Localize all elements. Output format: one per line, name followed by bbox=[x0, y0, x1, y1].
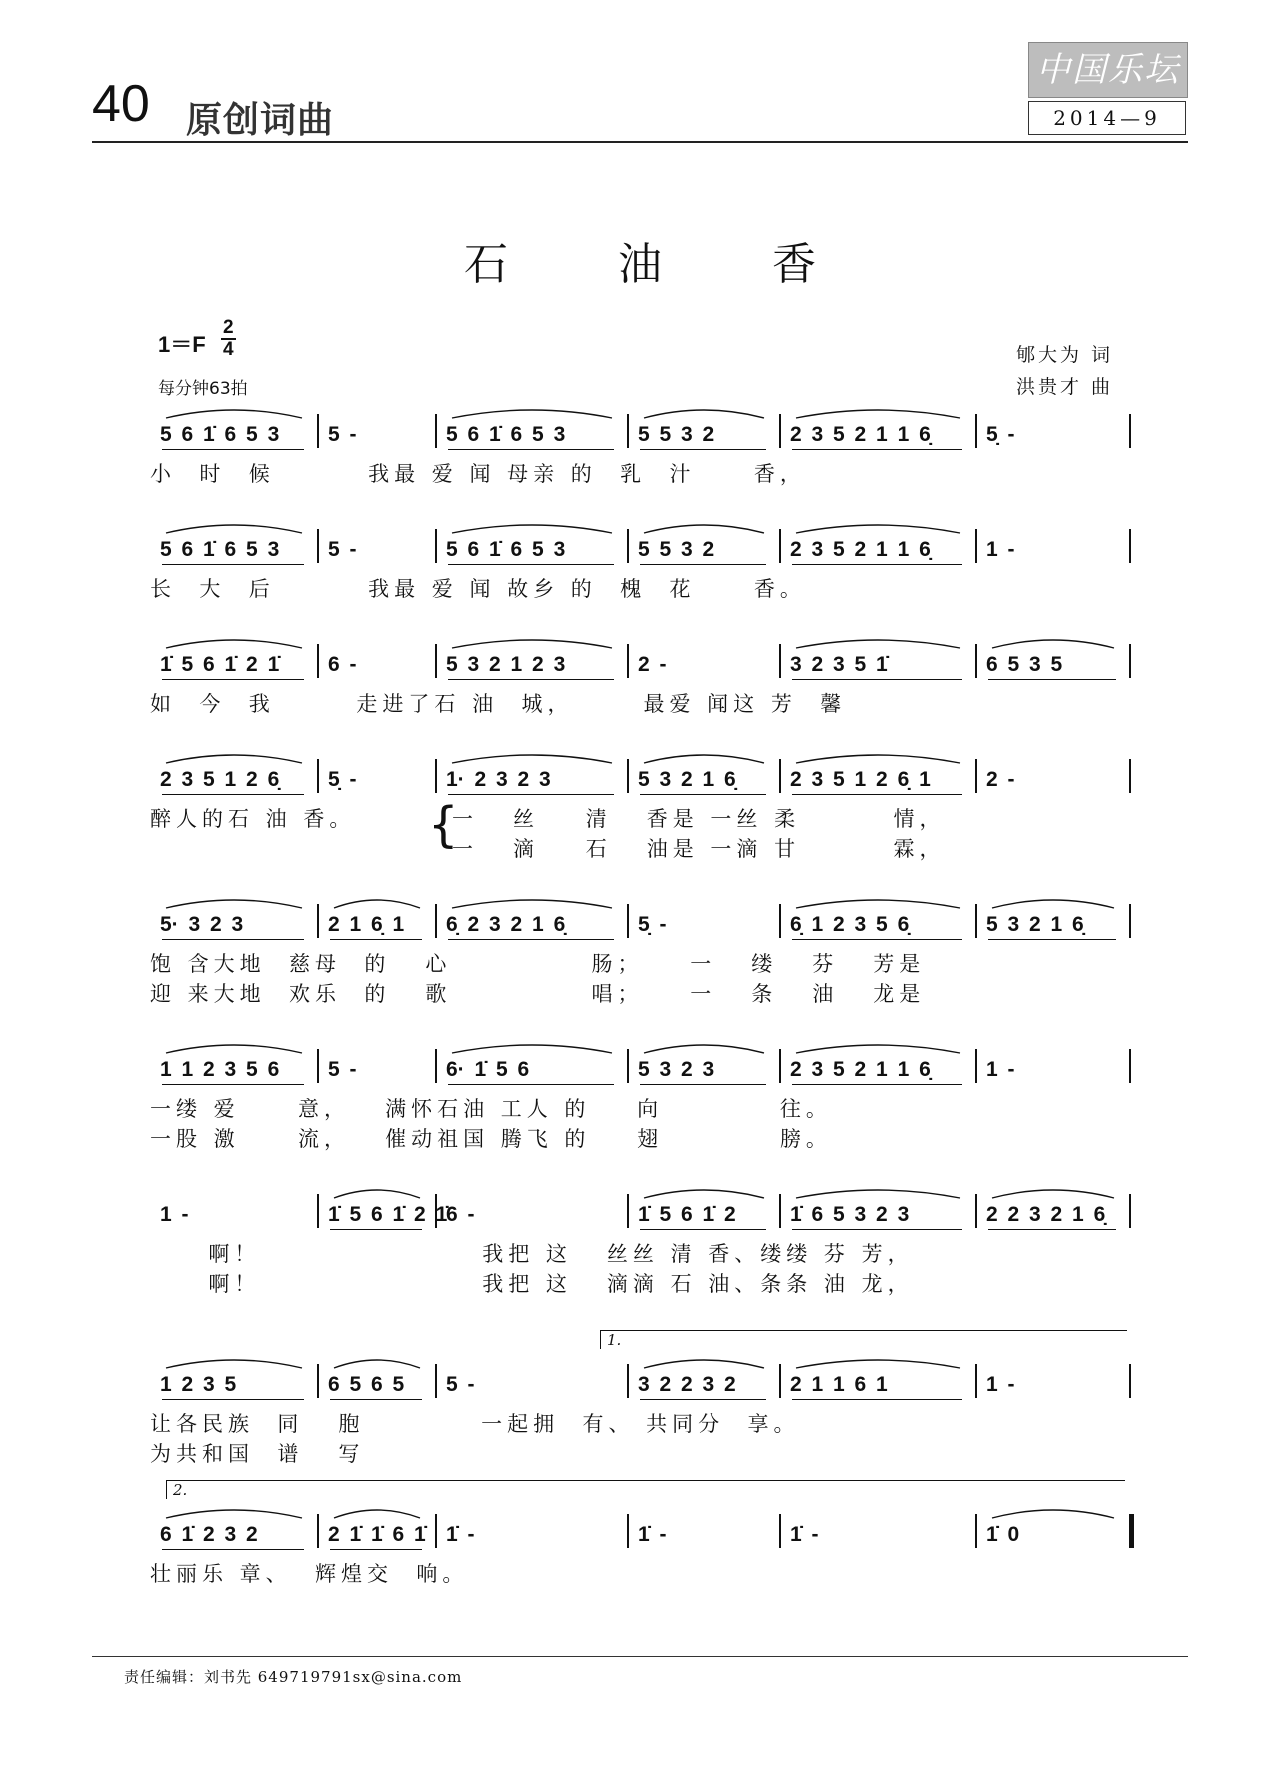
slur-mark bbox=[794, 519, 962, 535]
beam-line bbox=[988, 679, 1116, 680]
slur-mark bbox=[794, 1184, 962, 1200]
beam-line bbox=[162, 449, 304, 450]
slur-mark bbox=[450, 519, 614, 535]
measure: 5̣ - bbox=[638, 913, 667, 936]
beam-line bbox=[448, 449, 614, 450]
beam-line bbox=[988, 939, 1116, 940]
slur-mark bbox=[332, 1354, 422, 1370]
measure: 2 3 5 1 2 6̣ 1 bbox=[790, 768, 931, 791]
bar-line bbox=[1129, 759, 1131, 793]
bar-line bbox=[317, 1364, 319, 1398]
lyric-line: 一 滴 石 油是 一滴 甘 霖， bbox=[452, 837, 946, 861]
measure: 5̣ - bbox=[986, 423, 1015, 446]
beam-line bbox=[448, 1084, 614, 1085]
measure: 2 3 5 2 1 1 6̣ bbox=[790, 423, 931, 446]
beam-line bbox=[162, 564, 304, 565]
footer-rule bbox=[92, 1656, 1188, 1657]
beam-line bbox=[162, 794, 304, 795]
bar-line bbox=[317, 759, 319, 793]
slur-mark bbox=[450, 404, 614, 420]
measure: 1 2 3 5 bbox=[160, 1373, 237, 1396]
measure: 3 2 3 5 1̇ bbox=[790, 653, 888, 676]
measure: 2 3 5 2 1 1 6̣ bbox=[790, 1058, 931, 1081]
beam-line bbox=[640, 449, 766, 450]
bar-line bbox=[1129, 1049, 1131, 1083]
bar-line bbox=[975, 759, 977, 793]
bar-line bbox=[1129, 529, 1131, 563]
beam-line bbox=[792, 1084, 962, 1085]
bar-line bbox=[317, 529, 319, 563]
measure: 5 3 2 1 6̣ bbox=[638, 768, 736, 791]
bar-line bbox=[435, 1514, 437, 1548]
measure: 1 - bbox=[986, 1373, 1015, 1396]
measure: 5 3 2 1 6̣ bbox=[986, 913, 1084, 936]
bar-line bbox=[779, 1514, 781, 1548]
tempo-marking: 每分钟63拍 bbox=[158, 379, 248, 399]
measure: 6· 1̇ 5 6 bbox=[446, 1058, 530, 1081]
slur-mark bbox=[164, 404, 304, 420]
slur-mark bbox=[332, 1504, 422, 1520]
beam-line bbox=[330, 1399, 422, 1400]
measure: 5· 3 2 3 bbox=[160, 913, 244, 936]
measure: 2 - bbox=[986, 768, 1015, 791]
slur-mark bbox=[990, 634, 1116, 650]
measure: 1 - bbox=[986, 1058, 1015, 1081]
slur-mark bbox=[164, 1354, 304, 1370]
slur-mark bbox=[450, 1039, 614, 1055]
beam-line bbox=[640, 794, 766, 795]
measure: 2 - bbox=[638, 653, 667, 676]
measure: 5̣ - bbox=[328, 768, 357, 791]
measure: 5 3 2 1 2 3 bbox=[446, 653, 566, 676]
beam-line bbox=[640, 564, 766, 565]
beam-line bbox=[162, 679, 304, 680]
measure: 1 1 2 3 5 6 bbox=[160, 1058, 280, 1081]
bar-line bbox=[975, 1049, 977, 1083]
beam-line bbox=[162, 939, 304, 940]
bar-line bbox=[1129, 1364, 1131, 1398]
bar-line bbox=[1129, 644, 1131, 678]
lyric-line: 让各民族 同 胞 一起拥 有、 共同分 享。 bbox=[150, 1412, 800, 1436]
bar-line bbox=[435, 904, 437, 938]
slur-mark bbox=[794, 894, 962, 910]
composer-credit: 洪贵才 曲 bbox=[1016, 376, 1114, 398]
verse-brace: { bbox=[428, 797, 459, 853]
beam-line bbox=[162, 1399, 304, 1400]
beam-line bbox=[640, 1399, 766, 1400]
measure: 5 6 1̇ 6 5 3 bbox=[446, 538, 566, 561]
slur-mark bbox=[642, 1184, 766, 1200]
bar-line bbox=[435, 1364, 437, 1398]
measure: 6̣ 1 2 3 5 6̣ bbox=[790, 913, 910, 936]
lyric-line: 啊！ 我把 这 滴滴 石 油、条条 油 龙， bbox=[150, 1272, 914, 1296]
bar-line bbox=[435, 529, 437, 563]
bar-line bbox=[975, 529, 977, 563]
measure: 2 1̇ 1̇ 6 1̇ bbox=[328, 1523, 426, 1546]
bar-line bbox=[627, 529, 629, 563]
measure: 1̇ - bbox=[790, 1523, 819, 1546]
slur-mark bbox=[164, 894, 304, 910]
measure: 6 5 6 5 bbox=[328, 1373, 405, 1396]
measure: 1̇ 5 6 1̇ 2 bbox=[638, 1203, 736, 1226]
measure: 6 1̇ 2 3 2 bbox=[160, 1523, 258, 1546]
slur-mark bbox=[794, 404, 962, 420]
slur-mark bbox=[164, 749, 304, 765]
measure: 2 1 6̣ 1 bbox=[328, 913, 405, 936]
bar-line bbox=[779, 1364, 781, 1398]
bar-line bbox=[779, 414, 781, 448]
beam-line bbox=[792, 679, 962, 680]
measure: 5 - bbox=[328, 1058, 357, 1081]
measure: 1̇ - bbox=[638, 1523, 667, 1546]
bar-line bbox=[975, 1364, 977, 1398]
slur-mark bbox=[990, 1184, 1116, 1200]
measure: 2 3 5 1 2 6̣ bbox=[160, 768, 280, 791]
slur-mark bbox=[794, 634, 962, 650]
bar-line bbox=[1129, 414, 1131, 448]
measure: 5 6 1̇ 6 5 3 bbox=[446, 423, 566, 446]
magazine-logo: 中国乐坛 bbox=[1028, 42, 1188, 98]
bar-line bbox=[317, 644, 319, 678]
bar-line bbox=[317, 1049, 319, 1083]
slur-mark bbox=[794, 749, 962, 765]
measure: 6̣ 2 3 2 1 6̣ bbox=[446, 913, 566, 936]
beam-line bbox=[448, 564, 614, 565]
bar-line bbox=[975, 414, 977, 448]
beam-line bbox=[162, 1549, 304, 1550]
slur-mark bbox=[164, 1504, 304, 1520]
slur-mark bbox=[164, 634, 304, 650]
measure: 5 6 1̇ 6 5 3 bbox=[160, 538, 280, 561]
lyric-line: 啊！ 我把 这 丝丝 清 香、缕缕 芬 芳， bbox=[150, 1242, 914, 1266]
measure: 2 1 1 6 1 bbox=[790, 1373, 888, 1396]
measure: 5 5 3 2 bbox=[638, 538, 715, 561]
time-signature bbox=[221, 318, 236, 360]
slur-mark bbox=[642, 404, 766, 420]
beam-line bbox=[792, 449, 962, 450]
slur-mark bbox=[642, 749, 766, 765]
slur-mark bbox=[794, 1354, 962, 1370]
beam-line bbox=[448, 939, 614, 940]
page-number: 40 bbox=[92, 75, 150, 133]
bar-line bbox=[779, 1049, 781, 1083]
measure: 1̇ 6 5 3 2 3 bbox=[790, 1203, 910, 1226]
measure: 1 - bbox=[160, 1203, 189, 1226]
lyric-line: 醉人的石 油 香。 bbox=[150, 807, 356, 831]
beam-line bbox=[330, 1229, 422, 1230]
bar-line bbox=[627, 759, 629, 793]
measure: 1̇ 5 6 1̇ 2 1̇ bbox=[328, 1203, 448, 1226]
bar-line bbox=[627, 1194, 629, 1228]
song-title: 石 油 香 bbox=[464, 239, 864, 290]
measure: 5 - bbox=[328, 423, 357, 446]
beam-line bbox=[988, 1229, 1116, 1230]
lyricist-credit: 郇大为 词 bbox=[1016, 344, 1114, 366]
bar-line bbox=[1129, 904, 1131, 938]
bar-line bbox=[975, 1194, 977, 1228]
bar-line bbox=[627, 1514, 629, 1548]
lyric-line: 壮丽乐 章、 辉煌交 响。 bbox=[150, 1562, 469, 1586]
slur-mark bbox=[164, 519, 304, 535]
beam-line bbox=[792, 564, 962, 565]
bar-line bbox=[779, 529, 781, 563]
beam-line bbox=[640, 1229, 766, 1230]
meter-bottom: 4 bbox=[223, 339, 234, 360]
measure: 1 - bbox=[986, 538, 1015, 561]
lyric-line: 一股 激 流， 催动祖国 腾飞 的 翅 膀。 bbox=[150, 1127, 832, 1151]
bar-line bbox=[975, 904, 977, 938]
slur-mark bbox=[642, 1354, 766, 1370]
bar-line bbox=[317, 414, 319, 448]
bar-line bbox=[435, 414, 437, 448]
magazine-issue: 2014—9 bbox=[1028, 101, 1186, 135]
bar-line bbox=[975, 1514, 977, 1548]
measure: 5 3 2 3 bbox=[638, 1058, 715, 1081]
bar-line bbox=[779, 1194, 781, 1228]
measure: 5 6 1̇ 6 5 3 bbox=[160, 423, 280, 446]
bar-line bbox=[435, 1194, 437, 1228]
measure: 1· 2 3 2 3 bbox=[446, 768, 551, 791]
measure: 5 5 3 2 bbox=[638, 423, 715, 446]
lyric-line: 长 大 后 我最 爱 闻 故乡 的 槐 花 香。 bbox=[150, 577, 806, 601]
slur-mark bbox=[990, 1504, 1116, 1520]
measure: 3 2 2 3 2 bbox=[638, 1373, 736, 1396]
header-rule bbox=[92, 141, 1188, 143]
bar-line bbox=[317, 1514, 319, 1548]
measure: 5 - bbox=[446, 1373, 475, 1396]
slur-mark bbox=[642, 519, 766, 535]
measure: 5 - bbox=[328, 538, 357, 561]
beam-line bbox=[330, 939, 422, 940]
lyric-line: 迎 来大地 欢乐 的 歌 唱； 一 条 油 龙是 bbox=[150, 982, 926, 1006]
beam-line bbox=[448, 679, 614, 680]
volta-bracket: 2. bbox=[166, 1480, 1125, 1499]
bar-line bbox=[779, 904, 781, 938]
bar-line bbox=[627, 1364, 629, 1398]
bar-line bbox=[435, 1049, 437, 1083]
lyric-line: 一 丝 清 香是 一丝 柔 情， bbox=[452, 807, 946, 831]
beam-line bbox=[162, 1084, 304, 1085]
lyric-line: 如 今 我 走进了石 油 城， 最爱 闻这 芳 馨 bbox=[150, 692, 847, 716]
beam-line bbox=[792, 794, 962, 795]
measure: 6 - bbox=[446, 1203, 475, 1226]
section-title: 原创词曲 bbox=[186, 100, 335, 141]
bar-line bbox=[317, 904, 319, 938]
bar-line bbox=[779, 644, 781, 678]
slur-mark bbox=[642, 1039, 766, 1055]
volta-bracket: 1. bbox=[600, 1330, 1127, 1349]
slur-mark bbox=[990, 894, 1116, 910]
bar-line bbox=[627, 644, 629, 678]
measure: 1̇ - bbox=[446, 1523, 475, 1546]
measure: 1̇ 0 bbox=[986, 1523, 1020, 1546]
lyric-line: 小 时 候 我最 爱 闻 母亲 的 乳 汁 香， bbox=[150, 462, 806, 486]
lyric-line: 为共和国 谱 写 bbox=[150, 1442, 365, 1466]
bar-line bbox=[627, 1049, 629, 1083]
bar-line bbox=[975, 644, 977, 678]
meter-top: 2 bbox=[223, 317, 234, 338]
measure: 2 3 5 2 1 1 6̣ bbox=[790, 538, 931, 561]
measure: 1̇ 5 6 1̇ 2 1̇ bbox=[160, 653, 280, 676]
measure: 6 - bbox=[328, 653, 357, 676]
lyric-line: 一缕 爱 意， 满怀石油 工人 的 向 往。 bbox=[150, 1097, 832, 1121]
beam-line bbox=[330, 1549, 422, 1550]
slur-mark bbox=[450, 894, 614, 910]
measure: 2 2 3 2 1 6̣ bbox=[986, 1203, 1106, 1226]
slur-mark bbox=[332, 894, 422, 910]
beam-line bbox=[640, 1084, 766, 1085]
key-signature: 1＝F bbox=[158, 332, 206, 357]
measure: 6 5 3 5 bbox=[986, 653, 1063, 676]
beam-line bbox=[792, 1229, 962, 1230]
bar-line bbox=[627, 414, 629, 448]
slur-mark bbox=[450, 749, 614, 765]
bar-line bbox=[317, 1194, 319, 1228]
slur-mark bbox=[794, 1039, 962, 1055]
slur-mark bbox=[450, 634, 614, 650]
bar-line bbox=[627, 904, 629, 938]
beam-line bbox=[448, 794, 614, 795]
bar-line bbox=[435, 644, 437, 678]
slur-mark bbox=[332, 1184, 422, 1200]
bar-line bbox=[1129, 1194, 1131, 1228]
bar-line bbox=[435, 759, 437, 793]
editor-credit: 责任编辑：刘书先 649719791sx@sina.com bbox=[124, 1668, 463, 1686]
bar-line bbox=[1129, 1514, 1134, 1548]
lyric-line: 饱 含大地 慈母 的 心 肠； 一 缕 芬 芳是 bbox=[150, 952, 926, 976]
beam-line bbox=[792, 1399, 962, 1400]
slur-mark bbox=[164, 1039, 304, 1055]
beam-line bbox=[792, 939, 962, 940]
bar-line bbox=[779, 759, 781, 793]
